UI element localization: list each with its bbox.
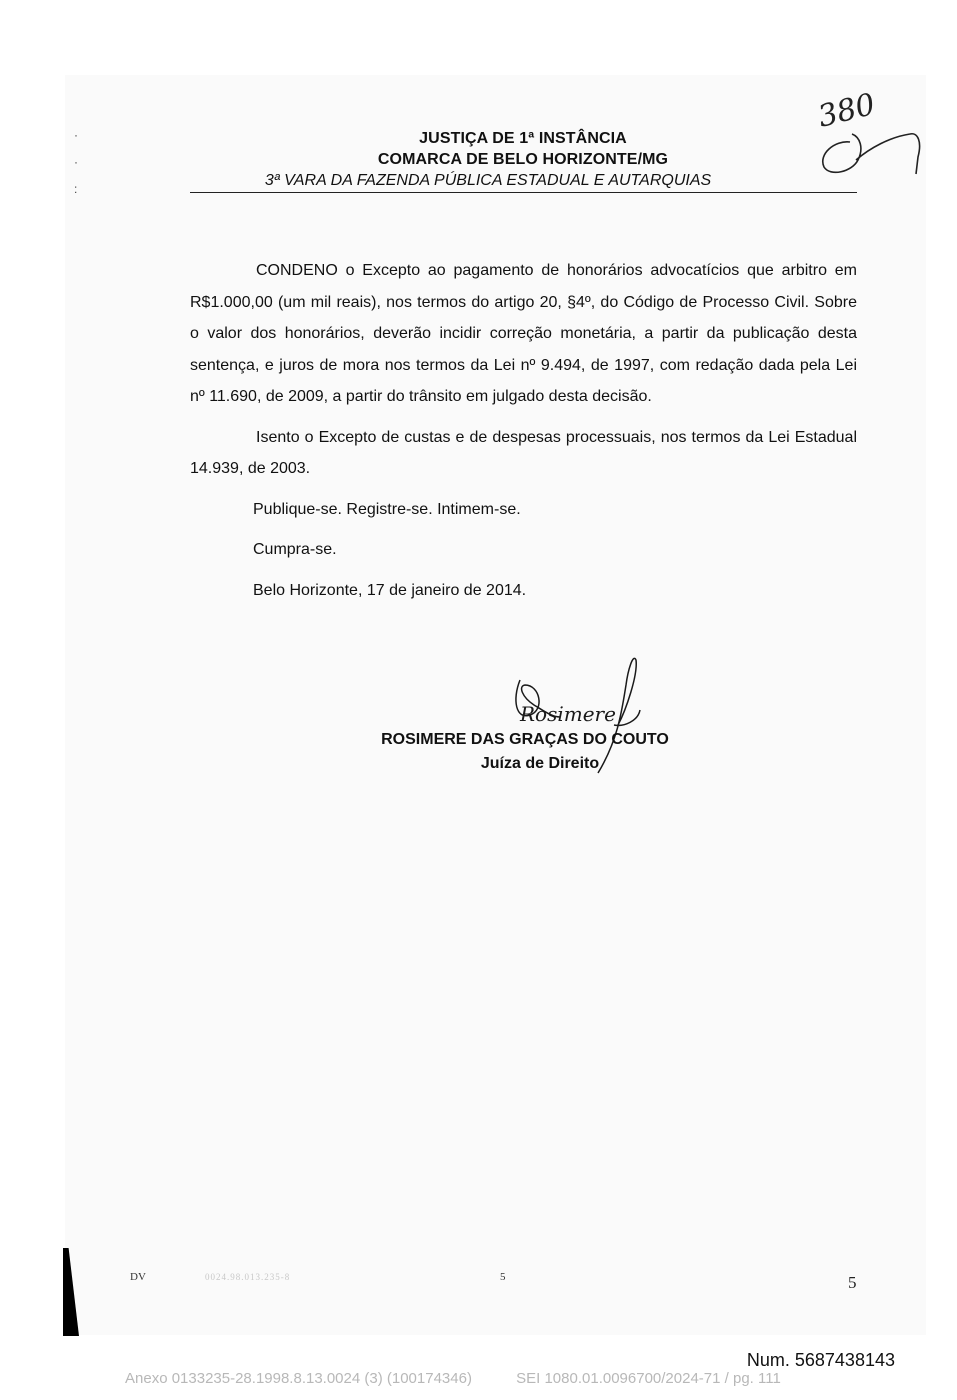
signature-block	[360, 728, 690, 776]
annex-reference: Anexo 0133235-28.1998.8.13.0024 (3) (100174346)	[125, 1370, 472, 1387]
header-court-level: JUSTIÇA DE 1ª INSTÂNCIA	[419, 130, 627, 147]
document-num: Num. 5687438143	[746, 1350, 895, 1370]
line-publique: Publique-se. Registre-se. Intimem-se.	[253, 500, 521, 518]
handwritten-initials-icon	[823, 134, 920, 174]
signature-handwritten-text: Rosimere	[520, 702, 616, 726]
footer-dv: DV	[130, 1271, 146, 1283]
footer-page-number: 5	[848, 1273, 857, 1292]
handwritten-number-text: 380	[814, 86, 879, 135]
punch-marks: · · :	[74, 128, 78, 196]
footer-faint-code: 0024.98.013.235-8	[205, 1272, 291, 1282]
signer-role: Juíza de Direito	[480, 755, 600, 772]
line-date: Belo Horizonte, 17 de janeiro de 2014.	[253, 581, 527, 599]
annex-line	[125, 1370, 781, 1387]
document-header	[190, 128, 856, 191]
handwritten-page-number	[810, 82, 930, 182]
decision-body	[190, 255, 857, 615]
footer-mid-number: 5	[500, 1271, 506, 1283]
sei-reference: SEI 1080.01.0096700/2024-71 / pg. 111	[516, 1370, 781, 1387]
line-cumpra: Cumpra-se.	[253, 541, 337, 558]
paragraph-honorarios: CONDENO o Excepto ao pagamento de honorários advocatícios que arbitro em R$1.000,00 (um mil reais), nos termos do artigo 20, §4º, do Código de Processo Civil. Sobre o valor dos honorários, deverão incidir correção monetária, a partir da publicação desta sentença, e juros de mora nos termos da Lei nº 9.494, de 1997, com redação dada pela Lei nº 11.690, de 2009, a partir do trânsito em julgado desta decisão.	[190, 262, 857, 405]
header-rule	[190, 192, 857, 193]
paragraph-custas: Isento o Excepto de custas e de despesas processuais, nos termos da Lei Estadual 14.939, de 2003.	[190, 428, 857, 477]
header-comarca: COMARCA DE BELO HORIZONTE/MG	[377, 151, 669, 168]
header-vara: 3ª VARA DA FAZENDA PÚBLICA ESTADUAL E AUTARQUIAS	[264, 172, 712, 189]
signer-name: ROSIMERE DAS GRAÇAS DO COUTO	[381, 731, 669, 748]
